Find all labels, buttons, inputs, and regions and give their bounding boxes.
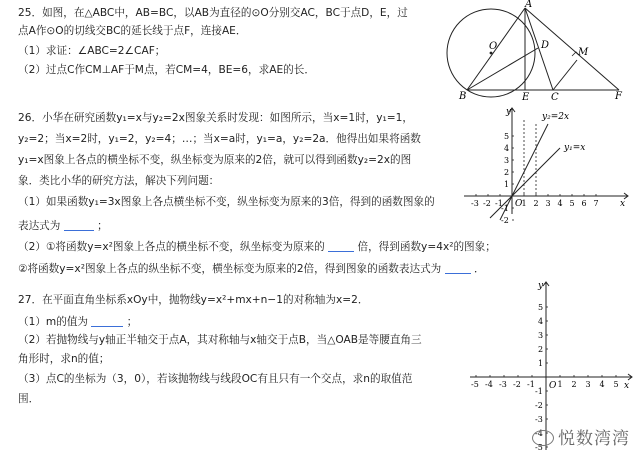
q25-geometry-figure [445, 0, 630, 102]
q26-answer-blank-3[interactable] [445, 261, 471, 274]
q26-answer-blank-1[interactable] [64, 218, 94, 231]
q26-y-tick-4: 4 [504, 144, 510, 153]
q26-y-tick--1: -1 [501, 204, 509, 213]
q27-y-tick--5: -5 [535, 443, 543, 452]
q26-origin-label: O [515, 199, 523, 209]
q26-x-tick-1: 1 [521, 199, 527, 208]
q26-x-tick-2: 2 [533, 199, 539, 208]
q27-x-tick-4: 4 [599, 380, 605, 389]
q27-x-tick--2: -2 [513, 380, 521, 389]
q27-x-tick-2: 2 [571, 380, 577, 389]
q26-line-3: y₁=x图象上各点的横坐标不变，纵坐标变为原来的2倍，就可以得到函数y₂=2x的图 [18, 154, 412, 166]
q27-y-tick--4: -4 [535, 429, 543, 438]
q25-line-4: （2）过点C作CM⊥AF于M点，若CM=4，BE=6，求AE的长． [18, 64, 315, 76]
q26-line-6-text: 表达式为 [18, 220, 61, 232]
label-C: C [551, 92, 559, 103]
label-A: A [525, 0, 533, 10]
q27-coordinate-grid [466, 278, 636, 453]
q26-line-7 [18, 239, 496, 254]
q27-y-tick--1: -1 [535, 387, 543, 396]
q27-y-tick--2: -2 [535, 401, 543, 410]
q27-y-tick-2: 2 [538, 345, 544, 354]
wechat-icon [532, 430, 554, 446]
label-E: E [522, 92, 530, 103]
q26-y-tick-3: 3 [504, 156, 510, 165]
q26-answer-blank-2[interactable] [328, 239, 354, 252]
q25-line-3: （1）求证：∠ABC=2∠CAF； [18, 45, 166, 57]
q27-y-tick-5: 5 [538, 303, 544, 312]
q26-line-8-text-a: ②将函数y=x²图象上各点的纵坐标不变，横坐标变为原来的2倍，得到图象的函数表达式为 [18, 263, 442, 275]
q26-line-1: 26．小华在研究函数y₁=x与y₂=2x图象关系时发现：如图所示，当x=1时，y₁=1， [18, 112, 413, 124]
q26-x-axis-label: x [620, 199, 626, 209]
watermark-text: 悦数湾湾 [558, 428, 630, 449]
q27-x-axis-label: x [624, 381, 630, 391]
q27-line-2-text-b: ； [126, 316, 138, 328]
label-D: D [541, 40, 550, 51]
q26-line-7-text-b: 倍，得到函数y=4x²的图象； [357, 241, 496, 253]
q27-line-6: 围． [18, 393, 40, 405]
q26-line-7-text-a: （2）①将函数y=x²图象上各点的横坐标不变，纵坐标变为原来的 [18, 241, 325, 253]
q27-x-tick--1: -1 [527, 380, 535, 389]
q26-function-graph [460, 104, 636, 225]
q27-y-tick-3: 3 [538, 331, 544, 340]
q26-x-tick-7: 7 [593, 199, 599, 208]
label-M: M [578, 47, 589, 58]
q27-line-4: 角形时，求n的值； [18, 353, 110, 365]
q27-line-2 [18, 314, 137, 329]
q27-y-tick-4: 4 [538, 317, 544, 326]
q26-line-4: 象．类比小华的研究方法，解决下列问题： [18, 175, 220, 187]
q26-y-axis-label: y [506, 107, 512, 117]
q26-x-tick-4: 4 [557, 199, 563, 208]
label-O: O [489, 41, 498, 52]
q26-line-8 [18, 261, 485, 276]
q26-x-tick-6: 6 [581, 199, 587, 208]
q26-line-6-end: ； [97, 220, 108, 232]
q27-x-tick-1: 1 [557, 380, 563, 389]
q26-x-tick-3: 3 [545, 199, 551, 208]
q27-x-tick--3: -3 [499, 380, 507, 389]
q27-x-tick-3: 3 [585, 380, 591, 389]
q25-line-1: 25．如图，在△ABC中，AB=BC，以AB为直径的⊙O分别交AC，BC于点D，E，过 [18, 7, 408, 19]
q27-x-tick--5: -5 [471, 380, 479, 389]
q26-label-y2: y₂=2x [542, 112, 570, 122]
q27-y-axis-label: y [538, 281, 544, 291]
q26-line-6 [18, 218, 108, 233]
q26-line-8-text-b: ． [474, 263, 485, 275]
q26-y-tick--2: -2 [501, 216, 509, 225]
q26-x-tick--3: -3 [471, 199, 479, 208]
q26-line-5: （1）如果函数y₁=3x图象上各点横坐标不变，纵坐标变为原来的3倍，得到的函数图象的 [18, 196, 435, 208]
q26-x-tick-5: 5 [569, 199, 575, 208]
q26-label-y1: y₁=x [564, 143, 586, 153]
q27-line-5: （3）点C的坐标为（3，0），若该抛物线与线段OC有且只有一个交点，求n的取值范 [18, 373, 413, 385]
q27-y-tick--3: -3 [535, 415, 543, 424]
q25-line-2: 点A作⊙O的切线交BC的延长线于点F，连接AE． [18, 25, 247, 37]
q27-line-3: （2）若抛物线与y轴正半轴交于点A，其对称轴与x轴交于点B，当△OAB是等腰直角三 [18, 334, 422, 346]
q27-line-1: 27．在平面直角坐标系xOy中，抛物线y=x²+mx+n−1的对称轴为x=2． [18, 294, 369, 306]
q27-answer-blank-m[interactable] [91, 314, 123, 327]
q27-origin-label: O [549, 381, 557, 391]
q27-x-tick-5: 5 [613, 380, 619, 389]
q27-y-tick-1: 1 [538, 359, 544, 368]
q26-line-2: y₂=2；当x=2时，y₁=2，y₂=4；…；当x=a时，y₁=a，y₂=2a．他得出如果将函数 [18, 133, 421, 145]
label-B: B [459, 91, 467, 102]
label-F: F [615, 91, 622, 102]
q26-y-tick-1: 1 [504, 180, 510, 189]
q26-y-tick-2: 2 [504, 168, 510, 177]
q27-line-2-text-a: （1）m的值为 [18, 316, 89, 328]
q26-y-tick-5: 5 [504, 132, 510, 141]
q26-x-tick--2: -2 [483, 199, 491, 208]
watermark [532, 429, 630, 449]
q26-x-tick--1: -1 [495, 199, 503, 208]
q27-x-tick--4: -4 [485, 380, 493, 389]
